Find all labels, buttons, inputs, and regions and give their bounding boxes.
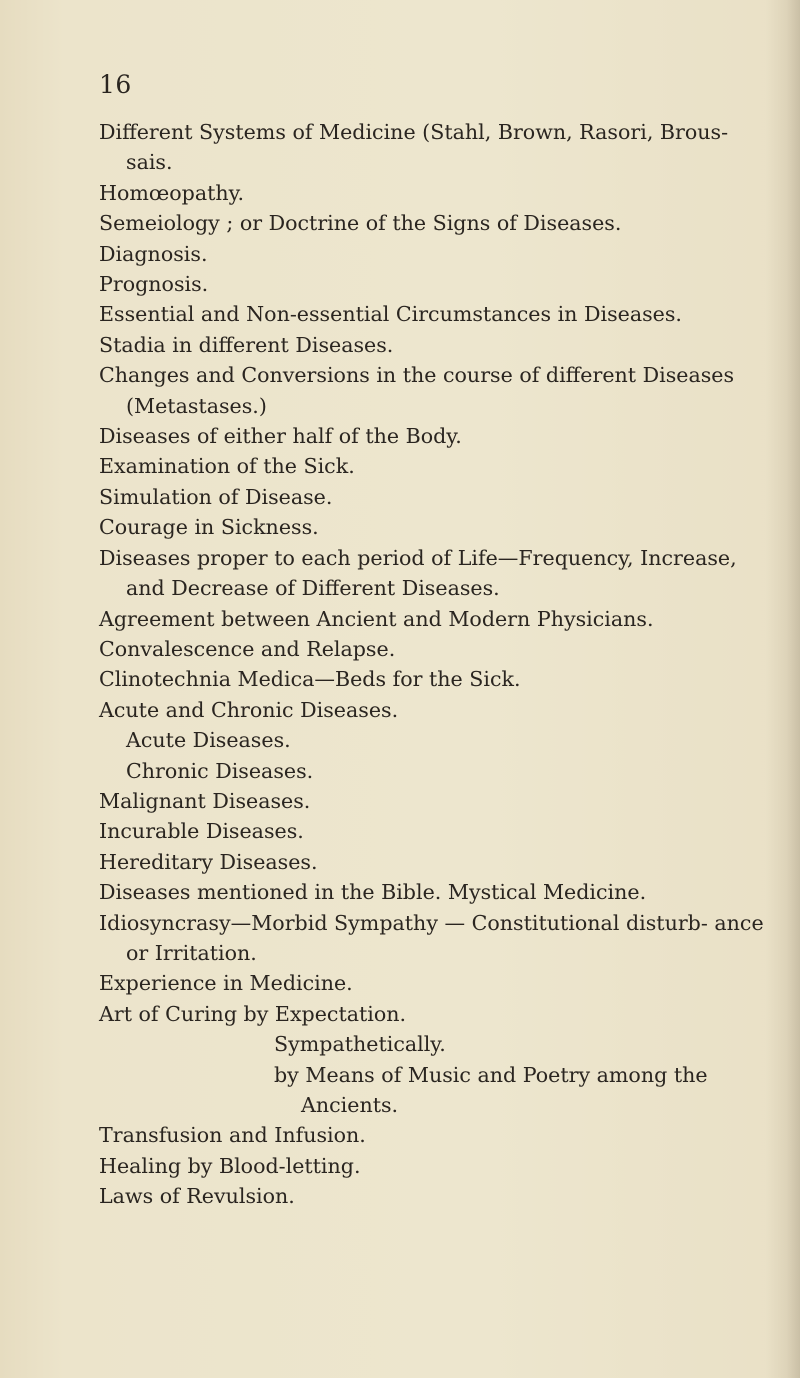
list-item: Healing by Blood-letting. — [99, 1153, 361, 1178]
list-item: Hereditary Diseases. — [99, 849, 318, 874]
page-gutter-shadow — [766, 0, 800, 1378]
page-number: 16 — [99, 70, 132, 99]
list-item: Changes and Conversions in the course of different Diseases (Metastases.) — [99, 363, 735, 418]
list-item: Diseases proper to each period of Life—Frequency, Increase, and Decrease of Different Diseases. — [99, 545, 737, 601]
list-item: Acute and Chronic Diseases. — [99, 697, 399, 722]
list-item: by Means of Music and Poetry among the Ancients. — [274, 1062, 708, 1117]
list-item: Transfusion and Infusion. — [99, 1123, 366, 1148]
list-item: Acute Diseases. — [126, 728, 291, 753]
list-item: Incurable Diseases. — [99, 819, 304, 844]
list-item: Diagnosis. — [99, 241, 208, 266]
list-item: Courage in Sickness. — [99, 515, 319, 540]
list-item: Laws of Revulsion. — [99, 1184, 295, 1209]
list-item: Diseases mentioned in the Bible. Mystical Medicine. — [99, 880, 647, 905]
list-item: Idiosyncrasy—Morbid Sympathy — Constitutional disturb- ance or Irritation. — [99, 910, 764, 965]
list-item: Prognosis. — [99, 272, 209, 297]
list-item: Art of Curing by Expectation. — [99, 1001, 407, 1026]
list-item: Malignant Diseases. — [99, 788, 311, 813]
list-item: Experience in Medicine. — [99, 971, 353, 996]
list-item: Sympathetically. — [274, 1032, 446, 1057]
list-item: Agreement between Ancient and Modern Physicians. — [99, 606, 654, 631]
list-item: Convalescence and Relapse. — [99, 636, 396, 661]
list-item: Simulation of Disease. — [99, 484, 333, 509]
list-item: Diseases of either half of the Body. — [99, 424, 462, 449]
list-item: Different Systems of Medicine (Stahl, Brown, Rasori, Brous- sais. — [99, 120, 729, 175]
contents-list — [99, 117, 771, 1212]
list-item: Semeiology ; or Doctrine of the Signs of Diseases. — [99, 211, 622, 236]
list-item: Essential and Non-essential Circumstances in Diseases. — [99, 302, 682, 327]
list-item: Chronic Diseases. — [126, 758, 314, 783]
list-item: Homœopathy. — [99, 180, 245, 205]
list-item: Examination of the Sick. — [99, 454, 355, 479]
list-item: Stadia in different Diseases. — [99, 332, 394, 357]
list-item: Clinotechnia Medica—Beds for the Sick. — [99, 667, 521, 692]
